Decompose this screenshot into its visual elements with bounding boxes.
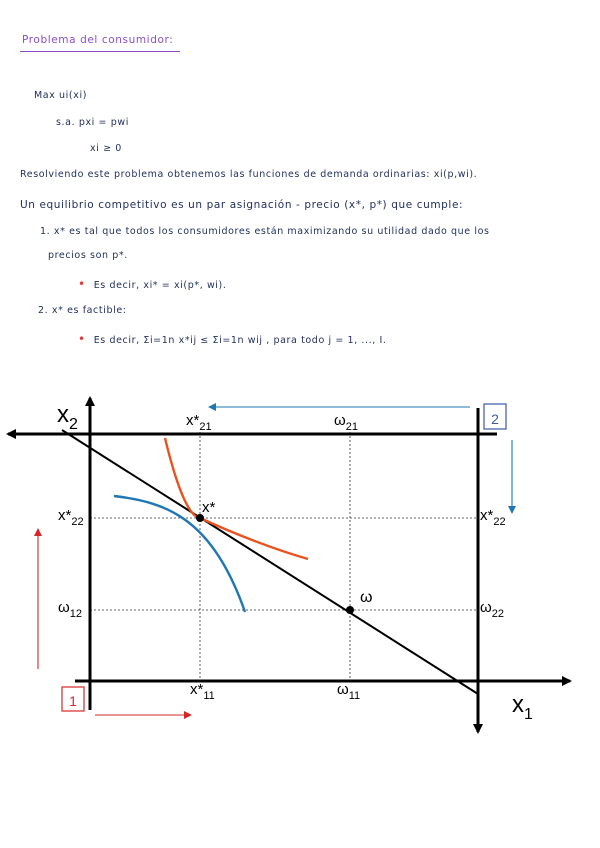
- indifference-curve-1: [114, 496, 245, 612]
- guide-lines: [90, 432, 478, 682]
- condition-1-bullet-text: Es decir, xi* = xi(p*, wi).: [93, 280, 227, 291]
- equilibrium-definition: Un equilibrio competitivo es un par asignación - precio (x*, p*) que cumple:: [20, 199, 464, 211]
- consumer2-label: 2: [491, 411, 499, 427]
- consumer1-label: 1: [69, 693, 77, 709]
- label-x21: $x*_{21}$: [186, 412, 212, 433]
- label-xstar: x*: [202, 499, 216, 516]
- label-x22-left: $x*_{22}$: [58, 507, 84, 528]
- label-x11: $x*_{11}$: [190, 681, 215, 702]
- bullet-dot: •: [78, 277, 86, 291]
- resolution-line: Resolviendo este problema obtenemos las funciones de demanda ordinarias: xi(p,wi).: [20, 169, 478, 180]
- objective-line: Max ui(xi): [34, 90, 87, 101]
- x2-axis-label: $x_2$: [57, 401, 78, 433]
- condition-1-bullet: [78, 277, 226, 291]
- bullet-dot: •: [78, 332, 86, 346]
- condition-2-bullet-text: Es decir, Σi=1n x*ij ≤ Σi=1n wij , para todo j = 1, ..., I.: [93, 335, 387, 346]
- x1-axis-label: $x_1$: [512, 691, 533, 723]
- title-underline: [20, 51, 180, 52]
- label-x22-right: $x*_{22}$: [480, 507, 506, 528]
- budget-line: [62, 430, 478, 694]
- condition-1: 1. x* es tal que todos los consumidores están maximizando su utilidad dado que los: [40, 226, 490, 237]
- omega-point: [346, 606, 354, 614]
- label-w12: $\omega_{12}$: [58, 599, 82, 620]
- condition-2: 2. x* es factible:: [38, 305, 127, 316]
- label-w21: $\omega_{21}$: [334, 412, 358, 433]
- label-w22: $\omega_{22}$: [480, 599, 504, 620]
- page-title: Problema del consumidor:: [22, 34, 174, 46]
- edgeworth-box-diagram: [0, 372, 600, 737]
- constraint-line: s.a. pxi = pwi: [56, 117, 129, 128]
- condition-2-bullet: [78, 332, 387, 346]
- condition-1-continued: precios son p*.: [48, 250, 128, 261]
- nonneg-line: xi ≥ 0: [90, 143, 122, 154]
- label-omega: ω: [360, 589, 373, 606]
- label-w11: $\omega_{11}$: [337, 681, 361, 702]
